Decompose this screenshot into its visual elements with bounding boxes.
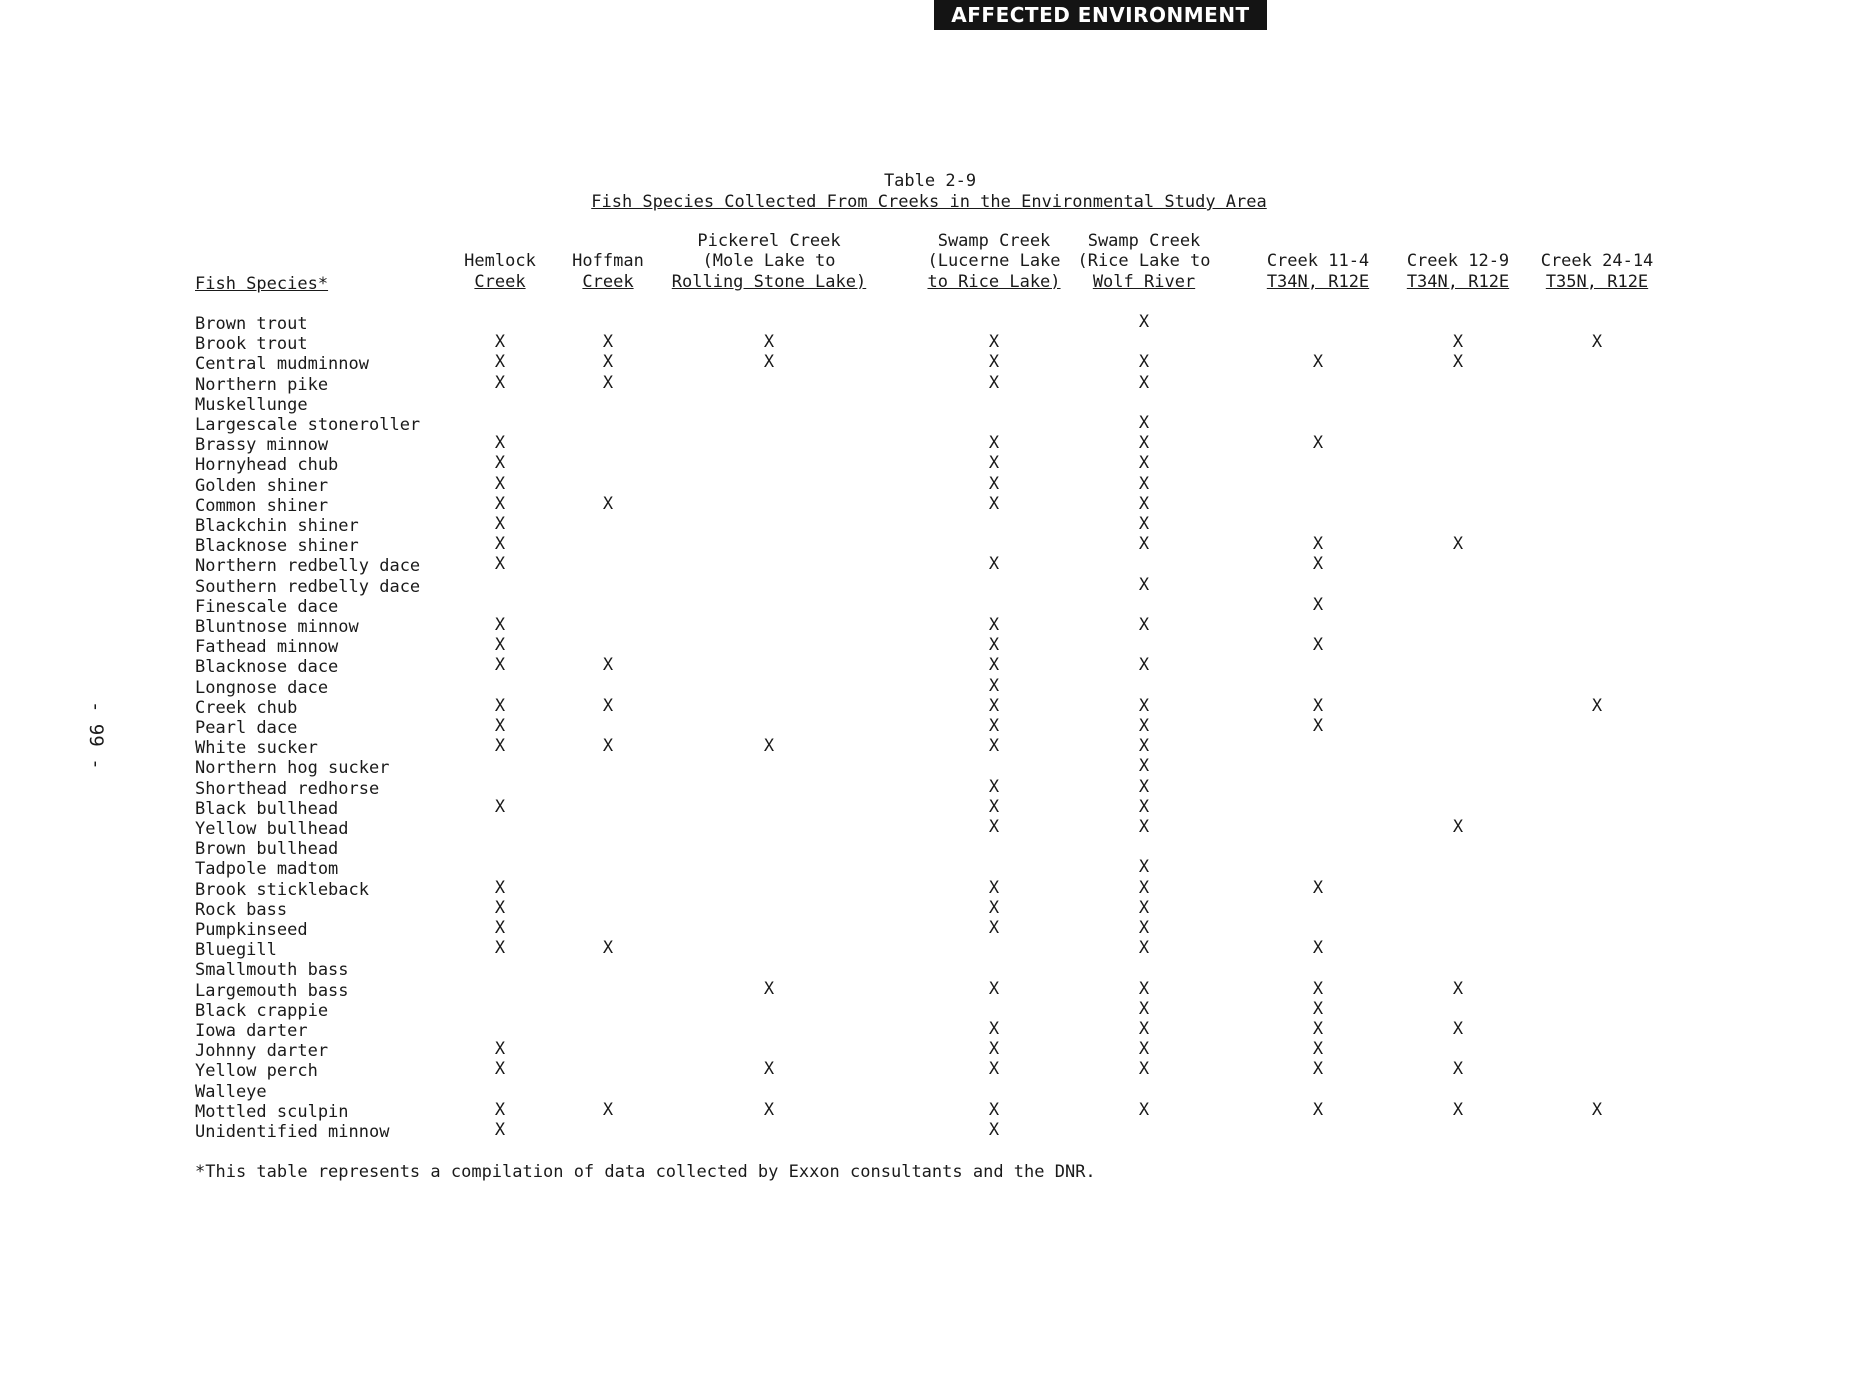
column-header-line: Swamp Creek (1087, 230, 1201, 251)
presence-mark: X (1312, 695, 1324, 716)
column-header (566, 251, 650, 292)
presence-mark: X (1312, 998, 1324, 1019)
presence-mark: X (494, 493, 506, 514)
presence-mark: X (1138, 736, 1150, 757)
presence-mark: X (988, 1059, 1000, 1080)
presence-mark: X (988, 554, 1000, 575)
column-header-line: Pickerel Creek (697, 230, 841, 251)
column-header (458, 251, 542, 292)
table-row (0, 998, 1860, 1021)
presence-mark: X (988, 615, 1000, 635)
presence-mark: X (494, 352, 506, 373)
presence-mark: X (1138, 453, 1150, 474)
presence-mark: X (1312, 594, 1324, 615)
species-name: Northern hog sucker (195, 758, 390, 779)
table-footnote: *This table represents a compilation of data collected by Exxon consultants and the DNR. (195, 1162, 1096, 1182)
table-row (0, 1099, 1860, 1122)
table-row (0, 1082, 1860, 1102)
column-header-line: Creek (474, 271, 526, 292)
presence-mark: X (763, 1059, 775, 1080)
species-name: Brown trout (195, 314, 308, 334)
presence-mark: X (494, 918, 506, 938)
presence-mark: X (1452, 1059, 1464, 1080)
presence-mark: X (1591, 332, 1603, 353)
column-header (1398, 251, 1518, 292)
column-header (924, 231, 1064, 293)
presence-mark: X (494, 736, 506, 757)
table-row (0, 574, 1860, 597)
presence-mark: X (1138, 312, 1150, 332)
presence-mark: X (494, 897, 506, 918)
column-header-line: Creek 24-14 (1540, 251, 1654, 271)
presence-mark: X (1312, 635, 1324, 656)
column-header (1537, 251, 1657, 292)
presence-mark: X (494, 615, 506, 635)
table-row (0, 516, 1860, 536)
column-header-line: (Rice Lake to (1077, 251, 1211, 271)
table-row (0, 940, 1860, 960)
presence-mark: X (494, 534, 506, 555)
presence-mark: X (988, 918, 1000, 938)
fish-species-column-header: Fish Species* (195, 274, 329, 294)
presence-mark: X (494, 372, 506, 393)
presence-mark: X (1138, 817, 1150, 837)
table-row (0, 473, 1860, 496)
table-row (0, 314, 1860, 334)
table-row (0, 819, 1860, 839)
presence-mark: X (602, 493, 614, 514)
column-header-line: T35N, R12E (1545, 271, 1649, 292)
presence-mark: X (1138, 1099, 1150, 1120)
presence-mark: X (988, 776, 1000, 797)
presence-mark: X (1138, 776, 1150, 797)
column-header-line: Swamp Creek (937, 230, 1051, 251)
presence-mark: X (1312, 554, 1324, 575)
table-title: Fish Species Collected From Creeks in the Environmental Study Area (591, 192, 1267, 212)
presence-mark: X (1138, 756, 1150, 777)
presence-mark: X (1312, 716, 1324, 736)
presence-mark: X (602, 332, 614, 353)
presence-mark: X (1138, 857, 1150, 878)
table-row (0, 637, 1860, 657)
species-name: Pumpkinseed (195, 920, 308, 940)
species-name: Yellow bullhead (195, 819, 349, 839)
species-name: Yellow perch (195, 1061, 318, 1082)
table-row (0, 536, 1860, 556)
presence-mark: X (494, 716, 506, 736)
presence-mark: X (1138, 372, 1150, 393)
presence-mark: X (988, 433, 1000, 454)
presence-mark: X (988, 716, 1000, 736)
presence-mark: X (1138, 1039, 1150, 1060)
presence-mark: X (494, 655, 506, 676)
species-name: Tadpole madtom (195, 859, 339, 880)
presence-mark: X (1138, 897, 1150, 918)
species-name: Unidentified minnow (195, 1122, 390, 1142)
presence-mark: X (988, 1039, 1000, 1060)
presence-mark: X (494, 1039, 506, 1060)
table-row (0, 796, 1860, 819)
table-row (0, 435, 1860, 455)
presence-mark: X (1312, 433, 1324, 454)
presence-mark: X (1138, 655, 1150, 676)
column-header (1074, 231, 1214, 293)
table-number: Table 2-9 (883, 171, 977, 191)
presence-mark: X (988, 736, 1000, 757)
species-name: Northern redbelly dace (195, 556, 421, 577)
species-name: Johnny darter (195, 1041, 329, 1062)
table-row (0, 758, 1860, 778)
presence-mark: X (988, 796, 1000, 817)
presence-mark: X (1138, 493, 1150, 514)
presence-mark: X (1312, 978, 1324, 999)
table-row (0, 1122, 1860, 1142)
column-header (1258, 251, 1378, 292)
presence-mark: X (494, 796, 506, 817)
presence-mark: X (1138, 796, 1150, 817)
presence-mark: X (494, 1099, 506, 1120)
species-name: Largescale stoneroller (195, 415, 421, 435)
column-header-line: Hoffman (572, 251, 644, 271)
column-header-line: Creek 11-4 (1266, 251, 1370, 271)
table-row (0, 718, 1860, 738)
column-header-line: T34N, R12E (1406, 271, 1510, 292)
presence-mark: X (763, 332, 775, 353)
presence-mark: X (494, 473, 506, 494)
presence-mark: X (1312, 1019, 1324, 1039)
presence-mark: X (1138, 938, 1150, 959)
species-name: Longnose dace (195, 677, 329, 698)
presence-mark: X (1138, 877, 1150, 898)
table-row (0, 859, 1860, 879)
species-name: Common shiner (195, 495, 329, 516)
table-row (0, 960, 1860, 980)
species-name: Black crappie (195, 1000, 329, 1021)
presence-mark: X (988, 332, 1000, 353)
presence-mark: X (494, 695, 506, 716)
presence-mark: X (1138, 918, 1150, 938)
column-header (667, 231, 872, 293)
presence-mark: X (1138, 1059, 1150, 1080)
presence-mark: X (1138, 433, 1150, 454)
table-row (0, 617, 1860, 637)
presence-mark: X (1138, 514, 1150, 534)
presence-mark: X (602, 352, 614, 373)
species-name: Brown bullhead (195, 839, 339, 860)
table-row (0, 372, 1860, 395)
presence-mark: X (988, 352, 1000, 373)
table-row (0, 920, 1860, 940)
presence-mark: X (988, 817, 1000, 837)
species-name: Shorthead redhorse (195, 778, 380, 799)
table-row (0, 776, 1860, 799)
species-name: Rock bass (195, 899, 288, 920)
species-name: Southern redbelly dace (195, 576, 421, 597)
presence-mark: X (494, 1120, 506, 1140)
species-name: Walleye (195, 1081, 267, 1102)
column-header-line: (Lucerne Lake (927, 251, 1061, 271)
species-name: Iowa darter (195, 1021, 308, 1041)
presence-mark: X (1138, 716, 1150, 736)
presence-mark: X (602, 736, 614, 757)
table-row (0, 675, 1860, 698)
presence-mark: X (988, 695, 1000, 716)
presence-mark: X (494, 635, 506, 656)
column-header-line: Rolling Stone Lake) (671, 271, 867, 292)
presence-mark: X (1312, 1099, 1324, 1120)
presence-mark: X (763, 978, 775, 999)
presence-mark: X (988, 877, 1000, 898)
presence-mark: X (602, 1099, 614, 1120)
species-name: Creek chub (195, 697, 298, 718)
presence-mark: X (1452, 817, 1464, 837)
table-row (0, 354, 1860, 374)
table-row (0, 594, 1860, 617)
presence-mark: X (1138, 574, 1150, 595)
presence-mark: X (1312, 352, 1324, 373)
presence-mark: X (1138, 615, 1150, 635)
table-row (0, 556, 1860, 576)
presence-mark: X (1312, 1039, 1324, 1060)
presence-mark: X (494, 332, 506, 353)
presence-mark: X (494, 877, 506, 898)
presence-mark: X (602, 695, 614, 716)
presence-mark: X (763, 352, 775, 373)
presence-mark: X (1138, 352, 1150, 373)
presence-mark: X (988, 897, 1000, 918)
presence-mark: X (988, 493, 1000, 514)
species-name: Smallmouth bass (195, 960, 349, 981)
presence-mark: X (1138, 978, 1150, 999)
presence-mark: X (494, 1059, 506, 1080)
presence-mark: X (1138, 413, 1150, 433)
table-row (0, 657, 1860, 677)
species-name: Central mudminnow (195, 354, 369, 375)
presence-mark: X (602, 372, 614, 393)
species-name: Blacknose shiner (195, 536, 359, 557)
species-name: Black bullhead (195, 798, 339, 819)
presence-mark: X (988, 372, 1000, 393)
presence-mark: X (1452, 332, 1464, 353)
species-name: Hornyhead chub (195, 455, 339, 476)
presence-mark: X (1312, 1059, 1324, 1080)
species-name: Brook stickleback (195, 879, 369, 900)
column-header-line: Creek 12-9 (1406, 251, 1510, 271)
table-row (0, 897, 1860, 920)
presence-mark: X (1452, 352, 1464, 373)
presence-mark: X (494, 514, 506, 534)
table-row (0, 1061, 1860, 1081)
presence-mark: X (1591, 695, 1603, 716)
species-name: Blacknose dace (195, 657, 339, 678)
presence-mark: X (494, 433, 506, 454)
presence-mark: X (988, 978, 1000, 999)
page-number: - 99 - (85, 701, 107, 770)
table-row (0, 1021, 1860, 1041)
presence-mark: X (1138, 998, 1150, 1019)
presence-mark: X (1452, 1019, 1464, 1039)
presence-mark: X (494, 938, 506, 959)
table-row (0, 695, 1860, 718)
presence-mark: X (1138, 473, 1150, 494)
column-header-line: Hemlock (464, 251, 536, 271)
species-name: Brassy minnow (195, 435, 329, 456)
presence-mark: X (1138, 534, 1150, 555)
species-name: Golden shiner (195, 475, 329, 496)
presence-mark: X (988, 1120, 1000, 1140)
species-name: Northern pike (195, 374, 329, 395)
presence-mark: X (1591, 1099, 1603, 1120)
presence-mark: X (1312, 534, 1324, 555)
species-name: Blackchin shiner (195, 516, 359, 536)
table-row (0, 334, 1860, 354)
column-header-line: T34N, R12E (1266, 271, 1370, 292)
presence-mark: X (988, 1099, 1000, 1120)
presence-mark: X (602, 938, 614, 959)
presence-mark: X (988, 473, 1000, 494)
species-name: Bluegill (195, 940, 277, 961)
presence-mark: X (1452, 534, 1464, 555)
column-header-line: to Rice Lake) (927, 271, 1061, 292)
presence-mark: X (1138, 1019, 1150, 1039)
column-header-line: Creek (582, 271, 634, 292)
presence-mark: X (988, 453, 1000, 474)
presence-mark: X (602, 655, 614, 676)
presence-mark: X (988, 675, 1000, 696)
column-header-line: (Mole Lake to (702, 251, 836, 271)
presence-mark: X (1452, 1099, 1464, 1120)
table-row (0, 415, 1860, 435)
presence-mark: X (1312, 877, 1324, 898)
table-row (0, 877, 1860, 900)
table-row (0, 978, 1860, 1001)
presence-mark: X (494, 453, 506, 474)
presence-mark: X (988, 655, 1000, 676)
species-name: Brook trout (195, 334, 308, 355)
section-banner: AFFECTED ENVIRONMENT (934, 0, 1267, 30)
species-name: Muskellunge (195, 394, 308, 415)
species-name: Largemouth bass (195, 980, 349, 1001)
column-header-line: Wolf River (1092, 271, 1196, 292)
species-name: Fathead minnow (195, 637, 339, 658)
presence-mark: X (763, 736, 775, 757)
presence-mark: X (988, 635, 1000, 656)
presence-mark: X (988, 1019, 1000, 1039)
table-row (0, 455, 1860, 475)
table-row (0, 395, 1860, 415)
table-row (0, 839, 1860, 859)
presence-mark: X (494, 554, 506, 575)
presence-mark: X (1452, 978, 1464, 999)
species-name: Bluntnose minnow (195, 617, 359, 637)
table-row (0, 1041, 1860, 1061)
species-name: Pearl dace (195, 718, 298, 738)
species-name: Finescale dace (195, 596, 339, 617)
species-name: Mottled sculpin (195, 1101, 349, 1122)
species-name: White sucker (195, 738, 318, 759)
presence-mark: X (763, 1099, 775, 1120)
table-row (0, 493, 1860, 516)
table-row (0, 738, 1860, 758)
presence-mark: X (1138, 695, 1150, 716)
presence-mark: X (1312, 938, 1324, 959)
